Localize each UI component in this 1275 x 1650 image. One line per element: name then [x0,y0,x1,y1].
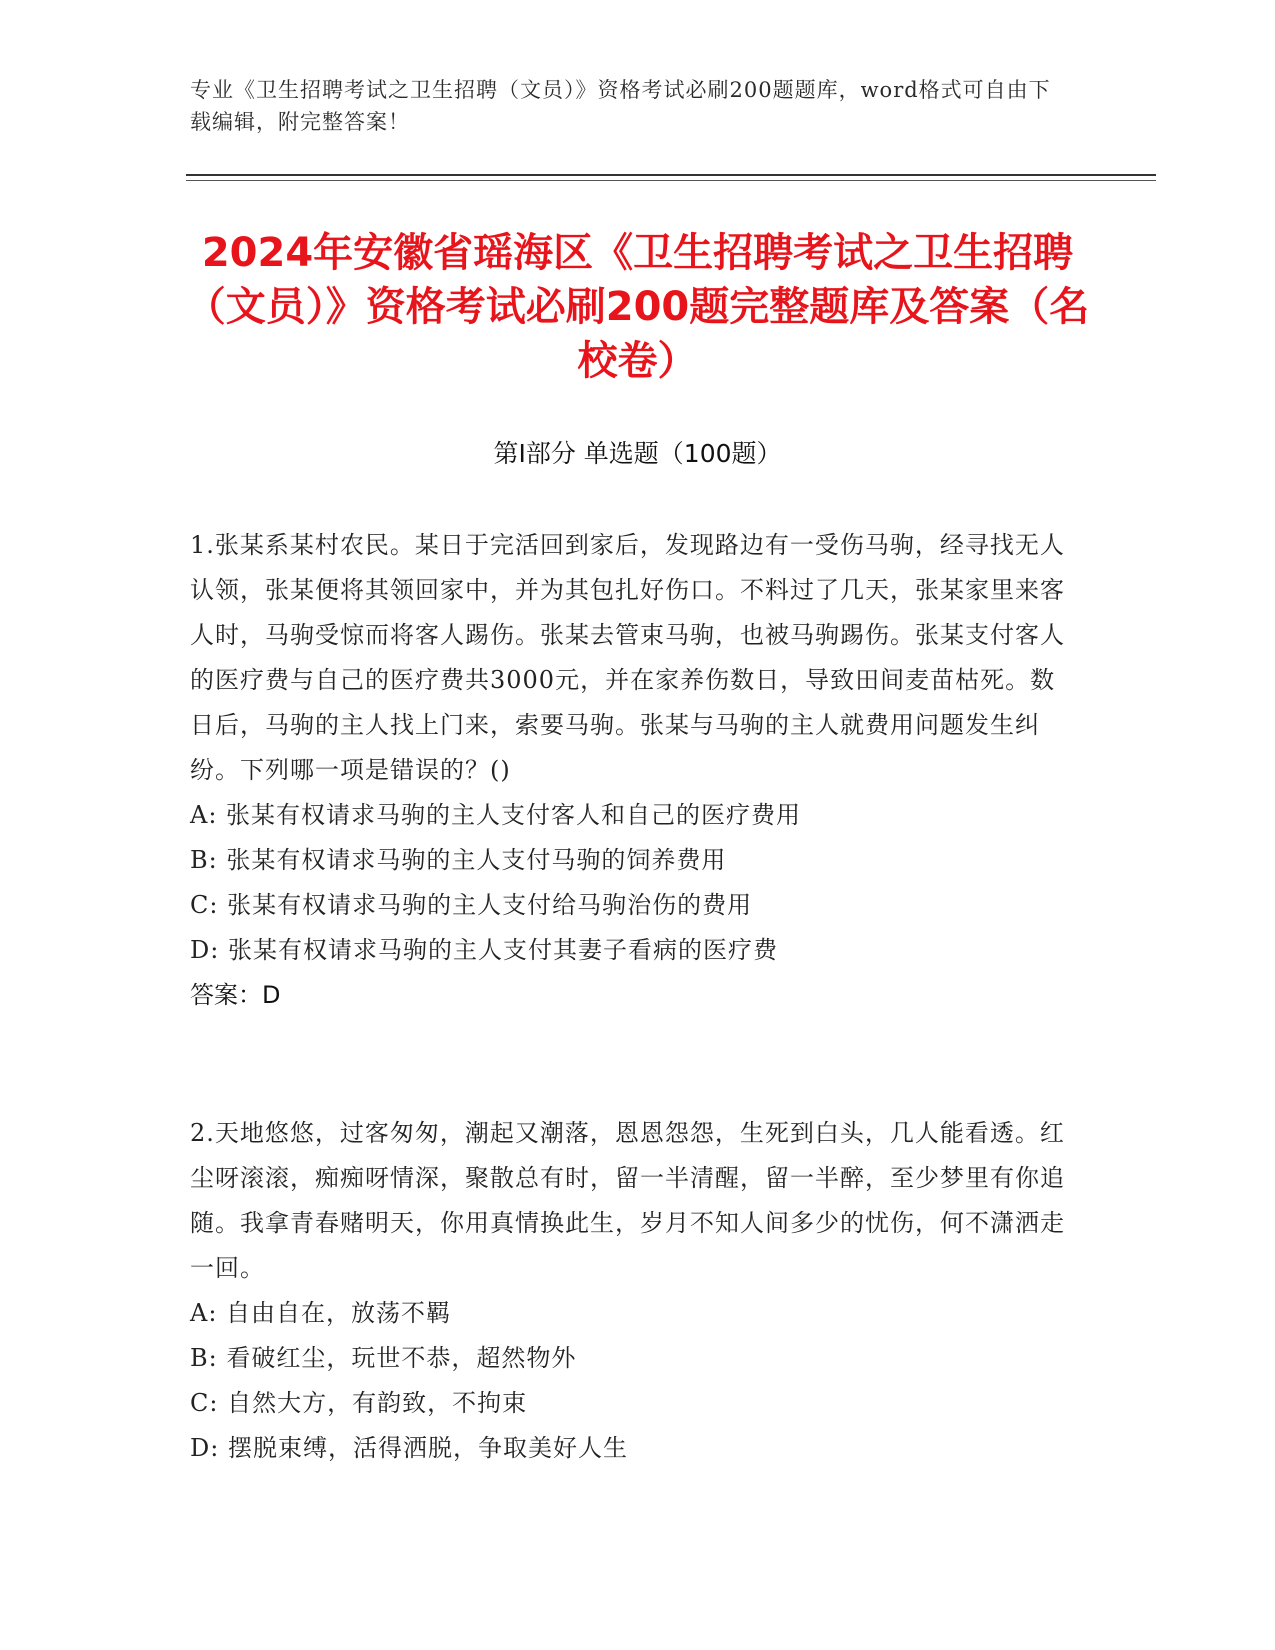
option-c: C: 自然大方，有韵致，不拘束 [190,1389,528,1417]
question-stem: 1.张某系某村农民。某日于完活回到家后，发现路边有一受伤马驹，经寻找无人认领，张某便将其领回家中，并为其包扎好伤口。不料过了几天，张某家里来客人时，马驹受惊而将客人踢伤。张某去管束马驹，也被马驹踢伤。张某支付客人的医疗费与自己的医疗费共3000元，并在家养伤数日，导致田间麦苗枯死。数日后，马驹的主人找上门来，索要马驹。张某与马驹的主人就费用问题发生纠纷。下列哪一项是错误的？() [190,531,1065,784]
header-divider [186,174,1156,176]
header-divider-thin [186,180,1156,181]
question-item [190,1111,1070,1471]
question-item [190,523,1070,1018]
answer-text: 答案：D [190,981,281,1009]
document-title: 2024年安徽省瑶海区《卫生招聘考试之卫生招聘（文员）》资格考试必刷200题完整题库及答案（名校卷） [185,230,1090,384]
option-d: D: 摆脱束缚，活得洒脱，争取美好人生 [190,1434,628,1462]
option-b: B: 看破红尘，玩世不恭，超然物外 [190,1344,577,1372]
option-c: C: 张某有权请求马驹的主人支付给马驹治伤的费用 [190,891,753,919]
section-title: 第Ⅰ部分 单选题（100题） [493,439,782,468]
option-a: A: 自由自在，放荡不羁 [190,1299,452,1327]
header-note: 专业《卫生招聘考试之卫生招聘（文员）》资格考试必刷200题题库，word格式可自由下载编辑，附完整答案！ [190,78,1051,134]
question-stem: 2.天地悠悠，过客匆匆，潮起又潮落，恩恩怨怨，生死到白头，几人能看透。红尘呀滚滚，痴痴呀情深，聚散总有时，留一半清醒，留一半醉，至少梦里有你追随。我拿青春赌明天，你用真情换此生，岁月不知人间多少的忧伤，何不潇洒走一回。 [190,1119,1065,1282]
option-a: A: 张某有权请求马驹的主人支付客人和自己的医疗费用 [190,801,802,829]
option-b: B: 张某有权请求马驹的主人支付马驹的饲养费用 [190,846,727,874]
option-d: D: 张某有权请求马驹的主人支付其妻子看病的医疗费 [190,936,778,964]
